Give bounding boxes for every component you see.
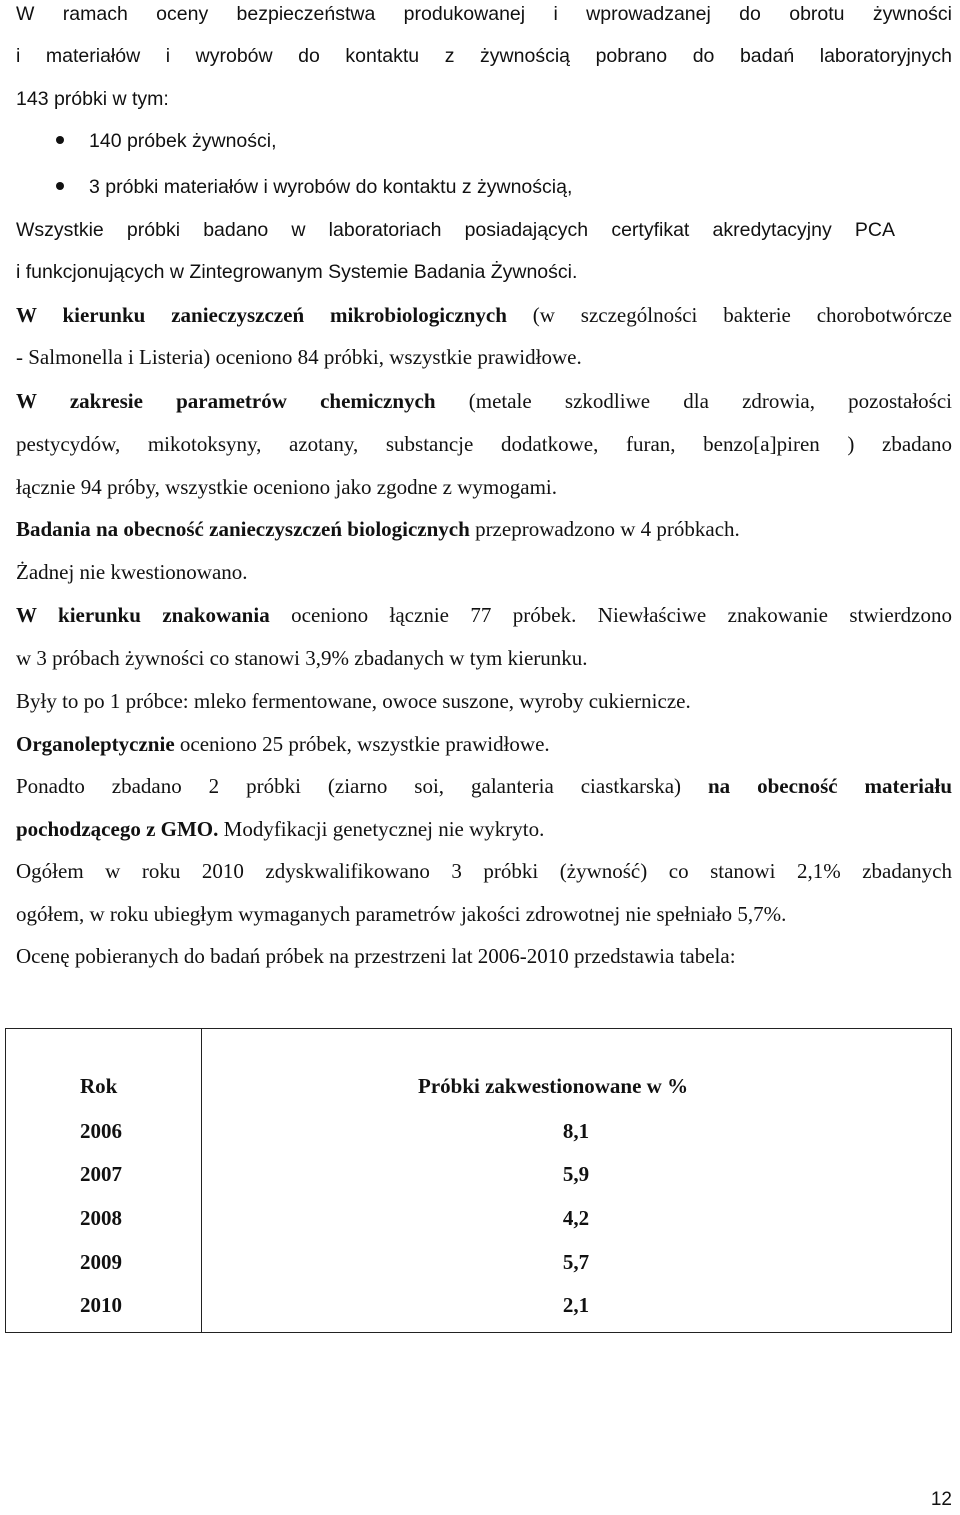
table-column-divider xyxy=(201,1029,202,1332)
paragraph-line xyxy=(16,302,952,328)
table-cell-year: 2007 xyxy=(80,1162,122,1186)
table-cell-percent-value: 4,2 xyxy=(562,1206,590,1230)
text-span: oceniono 25 próbek, wszystkie prawidłowe. xyxy=(174,732,550,756)
bold-phrase: pochodzącego z GMO. xyxy=(16,817,219,841)
table-cell-percent-value: 2,1 xyxy=(562,1293,590,1317)
table-cell-percent-value: 5,9 xyxy=(562,1162,590,1186)
paragraph-line xyxy=(16,773,952,799)
paragraph-line: ogółem, w roku ubiegłym wymaganych parametrów jakości zdrowotnej nie spełniało 5,7%. xyxy=(16,902,787,926)
paragraph-line xyxy=(16,816,544,842)
text-span: przeprowadzono w 4 próbkach. xyxy=(469,517,740,541)
paragraph-line: łącznie 94 próby, wszystkie oceniono jako zgodne z wymogami. xyxy=(16,475,557,499)
list-item: 140 próbek żywności, xyxy=(89,130,277,152)
table-cell-percent-value: 5,7 xyxy=(562,1250,590,1274)
table-header-year: Rok xyxy=(80,1074,118,1098)
paragraph-line: 143 próbki w tym: xyxy=(16,88,169,110)
paragraph-line xyxy=(16,516,740,542)
paragraph-line: Żadnej nie kwestionowano. xyxy=(16,560,248,584)
paragraph-line: W ramach oceny bezpieczeństwa produkowanej i wprowadzanej do obrotu żywności xyxy=(16,3,952,25)
paragraph-line: Ocenę pobieranych do badań próbek na przestrzeni lat 2006-2010 przedstawia tabela: xyxy=(16,944,736,968)
paragraph-line: w 3 próbach żywności co stanowi 3,9% zbadanych w tym kierunku. xyxy=(16,646,588,670)
bullet-icon xyxy=(56,182,64,190)
text-span: (metale szkodliwe dla zdrowia, pozostałości xyxy=(435,389,952,413)
list-item: 3 próbki materiałów i wyrobów do kontaktu z żywnością, xyxy=(89,176,573,198)
table-cell-year: 2006 xyxy=(80,1119,122,1143)
paragraph-line xyxy=(16,602,952,628)
bold-phrase: W kierunku zanieczyszczeń mikrobiologicznych xyxy=(16,303,507,327)
table-header-percent: Próbki zakwestionowane w % xyxy=(418,1074,689,1098)
paragraph-line xyxy=(16,388,952,414)
bold-phrase: W zakresie parametrów chemicznych xyxy=(16,389,436,413)
text-span: oceniono łącznie 77 próbek. Niewłaściwe znakowanie stwierdzono xyxy=(269,603,953,627)
text-span: (w szczególności bakterie chorobotwórcze xyxy=(506,303,952,327)
bold-phrase: Organoleptycznie xyxy=(16,732,175,756)
table-cell-year: 2008 xyxy=(80,1206,122,1230)
page-number: 12 xyxy=(930,1489,952,1510)
text-span: Modyfikacji genetycznej nie wykryto. xyxy=(218,817,545,841)
table-cell-year: 2010 xyxy=(80,1293,122,1317)
paragraph-line: pestycydów, mikotoksyny, azotany, substancje dodatkowe, furan, benzo[a]piren ) zbadano xyxy=(16,432,952,456)
table-cell-percent-value: 8,1 xyxy=(562,1119,590,1143)
paragraph-line: Wszystkie próbki badano w laboratoriach posiadających certyfikat akredytacyjny PCA xyxy=(16,219,895,241)
bold-phrase: Badania na obecność zanieczyszczeń biologicznych xyxy=(16,517,470,541)
paragraph-line: Ogółem w roku 2010 zdyskwalifikowano 3 próbki (żywność) co stanowi 2,1% zbadanych xyxy=(16,859,952,883)
text-span: Ponadto zbadano 2 próbki (ziarno soi, galanteria ciastkarska) xyxy=(16,774,682,798)
bold-phrase: W kierunku znakowania xyxy=(16,603,270,627)
paragraph-line: i funkcjonujących w Zintegrowanym Systemie Badania Żywności. xyxy=(16,261,578,283)
table-cell-year: 2009 xyxy=(80,1250,122,1274)
bold-phrase: na obecność materiału xyxy=(707,774,953,798)
paragraph-line: i materiałów i wyrobów do kontaktu z żywnością pobrano do badań laboratoryjnych xyxy=(16,45,952,67)
paragraph-line xyxy=(16,731,550,757)
paragraph-line: - Salmonella i Listeria) oceniono 84 próbki, wszystkie prawidłowe. xyxy=(16,345,582,369)
paragraph-line: Były to po 1 próbce: mleko fermentowane, owoce suszone, wyroby cukiernicze. xyxy=(16,689,691,713)
bullet-icon xyxy=(56,136,64,144)
